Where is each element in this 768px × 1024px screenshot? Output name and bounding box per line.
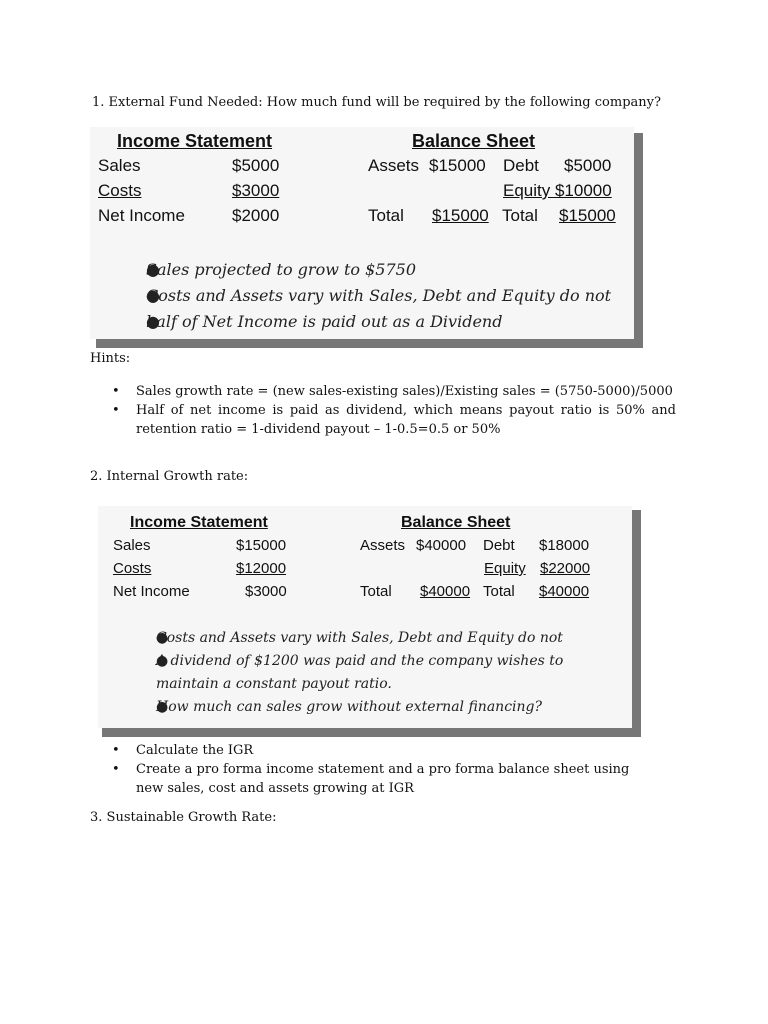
question-3-title: 3. Sustainable Growth Rate: xyxy=(90,810,277,825)
figure-bullet: ● A dividend of $1200 was paid and the company wishes to maintain a constant payout ratio. xyxy=(132,650,612,696)
income-statement-header: Income Statement xyxy=(130,514,268,531)
balance-sheet-header: Balance Sheet xyxy=(412,131,536,151)
sales-value: $15000 xyxy=(236,537,287,554)
sales-label: Sales xyxy=(98,156,141,175)
debt-label: Debt xyxy=(503,156,539,175)
income-statement-header: Income Statement xyxy=(117,131,273,151)
equity-label: Equity xyxy=(484,560,526,577)
debt-label: Debt xyxy=(483,537,515,554)
costs-label: Costs xyxy=(113,560,152,577)
assets-label: Assets xyxy=(360,537,406,554)
sales-value: $5000 xyxy=(232,156,280,175)
debt-value: $5000 xyxy=(564,156,612,175)
figure-bullet: ● Sales projected to grow to $5750 xyxy=(120,257,620,283)
q1-financial-statements-figure xyxy=(90,127,634,339)
total-right-label: Total xyxy=(483,583,515,600)
figure-bullet: ● How much can sales grow without external financing? xyxy=(132,696,612,719)
q2-tasks-list xyxy=(110,741,650,798)
assets-value: $15000 xyxy=(429,156,486,175)
hint-item: • Sales growth rate = (new sales-existing sales)/Existing sales = (5750-5000)/5000 xyxy=(110,382,676,401)
q2-financial-statements-figure xyxy=(98,506,632,728)
task-item: • Create a pro forma income statement and a pro forma balance sheet using new sales, cost and assets growing at IGR xyxy=(110,760,650,798)
balance-sheet-header: Balance Sheet xyxy=(401,514,511,531)
q1-figure-bullets xyxy=(120,257,620,335)
total-right-value: $40000 xyxy=(539,583,590,600)
q2-figure-bullets xyxy=(132,627,612,719)
sales-label: Sales xyxy=(113,537,151,554)
question-2-title: 2. Internal Growth rate: xyxy=(90,469,249,484)
debt-value: $18000 xyxy=(539,537,590,554)
total-left-value: $40000 xyxy=(420,583,471,600)
net-income-label: Net Income xyxy=(113,583,190,600)
total-right-label: Total xyxy=(502,206,538,225)
total-right-value: $15000 xyxy=(559,206,616,225)
total-left-value: $15000 xyxy=(432,206,489,225)
total-left-label: Total xyxy=(368,206,404,225)
assets-value: $40000 xyxy=(416,537,467,554)
figure-bullet: ● Costs and Assets vary with Sales, Debt and Equity do not xyxy=(132,627,612,650)
equity-line: Equity $10000 xyxy=(503,181,612,200)
equity-value: $22000 xyxy=(540,560,591,577)
task-item: • Calculate the IGR xyxy=(110,741,650,760)
assets-label: Assets xyxy=(368,156,420,175)
net-income-value: $3000 xyxy=(245,583,287,600)
hint-item: • Half of net income is paid as dividend, which means payout ratio is 50% and retention ratio = 1-dividend payout – 1-0.5=0.5 or 50% xyxy=(110,401,676,439)
net-income-value: $2000 xyxy=(232,206,280,225)
figure-bullet: ● half of Net Income is paid out as a Dividend xyxy=(120,309,620,335)
costs-label: Costs xyxy=(98,181,142,200)
question-1-title: 1. External Fund Needed: How much fund will be required by the following company? xyxy=(92,95,661,110)
costs-value: $12000 xyxy=(236,560,287,577)
net-income-label: Net Income xyxy=(98,206,185,225)
figure-bullet: ● Costs and Assets vary with Sales, Debt and Equity do not xyxy=(120,283,620,309)
hints-label: Hints: xyxy=(90,351,131,366)
costs-value: $3000 xyxy=(232,181,280,200)
total-left-label: Total xyxy=(360,583,392,600)
hints-list xyxy=(110,382,676,439)
